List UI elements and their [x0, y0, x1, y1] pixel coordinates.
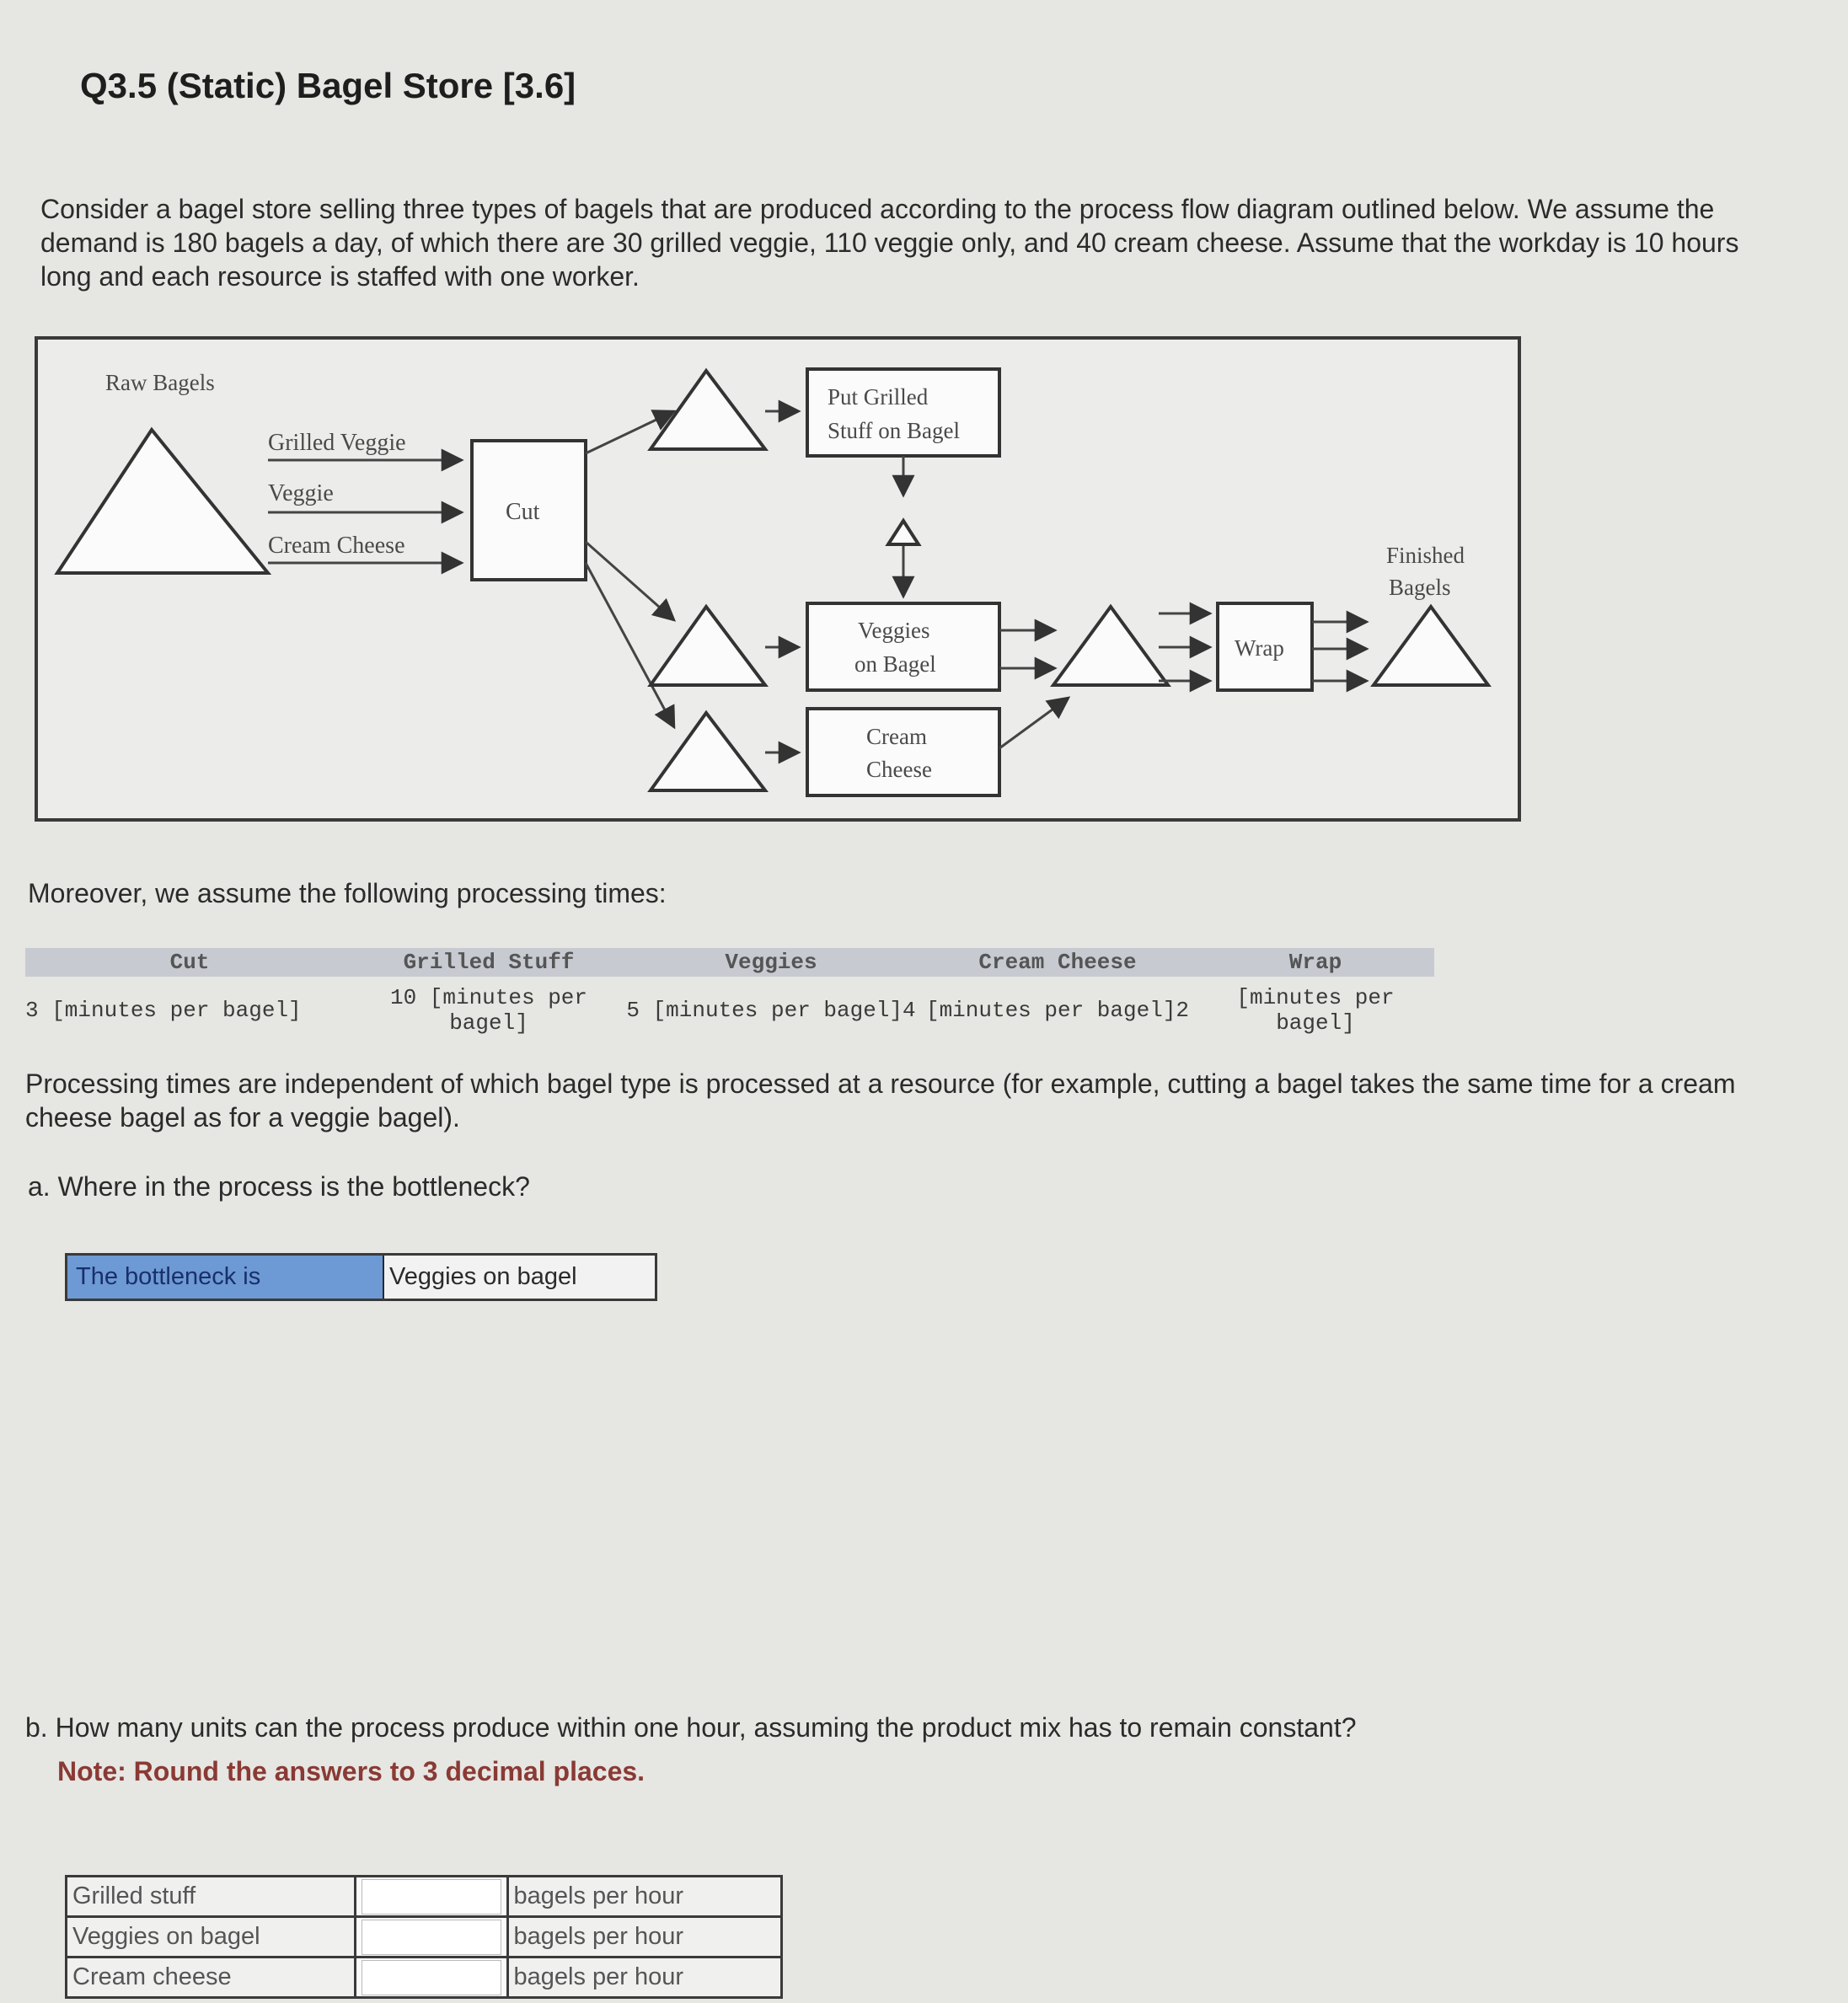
answer-label-veggies-on-bagel: Veggies on bagel	[67, 1917, 356, 1957]
veggies-label-line2: on Bagel	[854, 651, 936, 677]
flow-label-cream-cheese: Cream Cheese	[268, 533, 405, 559]
answer-row-veggies-on-bagel	[67, 1917, 782, 1957]
raw-bagels-label: Raw Bagels	[105, 370, 215, 395]
bottleneck-label: The bottleneck is	[67, 1256, 384, 1299]
question-a: a. Where in the process is the bottleneck?	[28, 1171, 530, 1202]
bottleneck-answer-row	[65, 1253, 657, 1301]
answer-label-grilled-stuff: Grilled stuff	[67, 1877, 356, 1917]
question-title: Q3.5 (Static) Bagel Store [3.6]	[80, 66, 576, 105]
capacity-answer-table	[65, 1875, 783, 1999]
answer-unit-cream-cheese: bagels per hour	[507, 1957, 782, 1998]
processing-times-intro: Moreover, we assume the following processing times:	[28, 878, 667, 908]
put-grilled-label-line1: Put Grilled	[828, 384, 929, 410]
header-wrap: Wrap	[1288, 950, 1342, 975]
header-cut: Cut	[169, 950, 210, 975]
process-flow-diagram	[34, 335, 1525, 826]
rounding-note: Note: Round the answers to 3 decimal places.	[57, 1756, 645, 1786]
cut-label: Cut	[506, 499, 540, 525]
answer-row-grilled-stuff	[67, 1877, 782, 1917]
answer-unit-veggies-on-bagel: bagels per hour	[507, 1917, 782, 1957]
header-veggies: Veggies	[725, 950, 817, 975]
question-b: b. How many units can the process produce within one hour, assuming the product mix has to remain constant?	[25, 1712, 1357, 1743]
processing-times-header-row	[25, 948, 1434, 977]
flow-label-grilled-veggie: Grilled Veggie	[268, 430, 406, 456]
cream-cheese-box	[807, 709, 999, 795]
bottleneck-select[interactable]: Veggies on bagel	[384, 1256, 655, 1299]
wrap-label: Wrap	[1235, 635, 1284, 661]
finished-bagels-label-line1: Finished	[1386, 543, 1465, 568]
value-wrap: [minutes per bagel]	[1236, 985, 1395, 1036]
answer-input-cream-cheese[interactable]	[362, 1960, 501, 1995]
finished-bagels-label-line2: Bagels	[1389, 575, 1451, 600]
answer-row-cream-cheese	[67, 1957, 782, 1998]
processing-times-table	[25, 948, 1434, 1044]
answer-unit-grilled-stuff: bagels per hour	[507, 1877, 782, 1917]
put-grilled-label-line2: Stuff on Bagel	[828, 418, 960, 443]
answer-label-cream-cheese: Cream cheese	[67, 1957, 356, 1998]
value-cut: 3 [minutes per bagel]	[25, 998, 302, 1023]
header-cream-cheese: Cream Cheese	[978, 950, 1137, 975]
independence-note: Processing times are independent of which bagel type is processed at a resource (for example, cutting a bagel takes the same time for a cream cheese bagel as for a veggie bagel).	[25, 1068, 1736, 1133]
header-grilled-stuff: Grilled Stuff	[403, 950, 575, 975]
intro-paragraph: Consider a bagel store selling three types of bagels that are produced according to the process flow diagram outlined below. We assume the demand is 180 bagels a day, of which there are 30 grilled veggie, 110 veggie only, and 40 cream cheese. Assume that the workday is 10 hours long and each resource is staffed with one worker.	[40, 194, 1739, 292]
value-grilled-stuff: 10 [minutes per bagel]	[389, 985, 588, 1036]
veggies-on-bagel-box	[807, 603, 999, 690]
value-veggies: 5 [minutes per bagel]4	[626, 998, 916, 1023]
processing-times-value-row	[25, 977, 1434, 1044]
veggies-label-line1: Veggies	[858, 618, 930, 643]
answer-input-veggies-on-bagel[interactable]	[362, 1920, 501, 1955]
cream-label-line2: Cheese	[866, 757, 932, 782]
flow-label-veggie: Veggie	[268, 480, 334, 506]
answer-input-grilled-stuff[interactable]	[362, 1879, 501, 1915]
value-cream-cheese: [minutes per bagel]2	[925, 998, 1190, 1023]
cream-label-line1: Cream	[866, 724, 927, 749]
